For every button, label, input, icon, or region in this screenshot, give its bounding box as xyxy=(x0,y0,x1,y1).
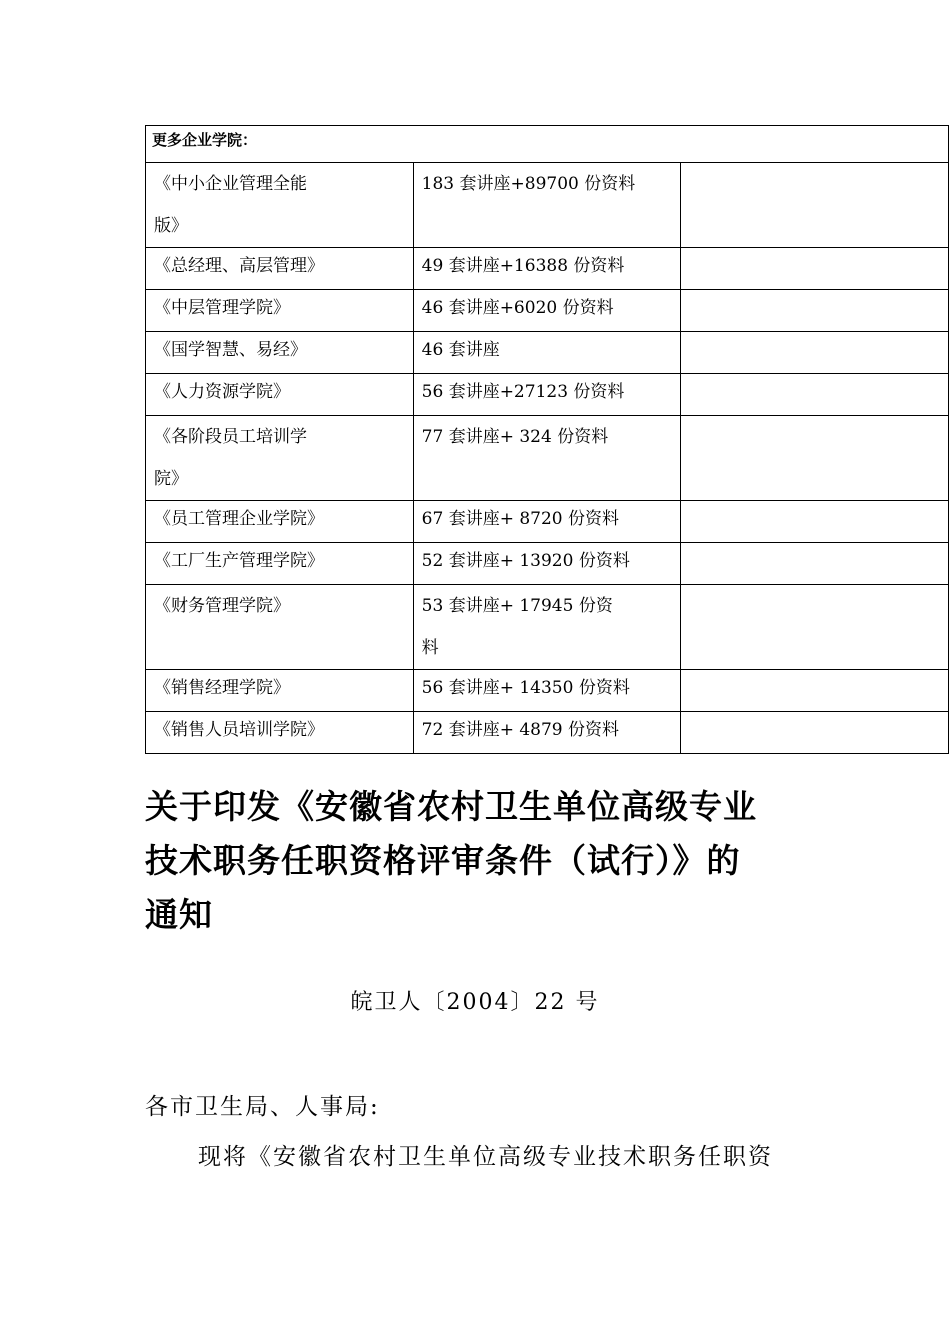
course-name: 《工厂生产管理学院》 xyxy=(146,543,414,585)
table-row xyxy=(146,543,949,585)
table-row xyxy=(146,332,949,374)
empty-cell xyxy=(681,543,949,585)
table-row xyxy=(146,163,949,248)
course-name xyxy=(146,163,414,248)
course-info-line: 77 套讲座+ 324 份资料 xyxy=(421,427,609,447)
table-row xyxy=(146,290,949,332)
course-info-line: 料 xyxy=(421,638,439,658)
document-title xyxy=(145,780,825,942)
promo-header-row xyxy=(146,126,949,163)
course-info: 56 套讲座+ 14350 份资料 xyxy=(413,670,681,712)
course-name-line: 版》 xyxy=(154,216,188,236)
empty-cell xyxy=(681,416,949,501)
title-line: 关于印发《安徽省农村卫生单位高级专业 xyxy=(145,787,757,826)
course-name xyxy=(146,416,414,501)
course-name: 《国学智慧、易经》 xyxy=(146,332,414,374)
table-row xyxy=(146,670,949,712)
course-name: 《员工管理企业学院》 xyxy=(146,501,414,543)
course-info-line: 53 套讲座+ 17945 份资 xyxy=(421,596,613,616)
course-info xyxy=(413,585,681,670)
course-info: 72 套讲座+ 4879 份资料 xyxy=(413,712,681,754)
course-name-line: 《中小企业管理全能 xyxy=(154,174,307,194)
table-row xyxy=(146,712,949,754)
course-name: 《人力资源学院》 xyxy=(146,374,414,416)
course-name: 《销售人员培训学院》 xyxy=(146,712,414,754)
empty-cell xyxy=(681,332,949,374)
course-name: 《中层管理学院》 xyxy=(146,290,414,332)
body-paragraph: 现将《安徽省农村卫生单位高级专业技术职务任职资 xyxy=(198,1144,773,1170)
empty-cell xyxy=(681,501,949,543)
promo-table xyxy=(145,125,949,754)
course-name-line: 《财务管理学院》 xyxy=(154,596,290,616)
table-row xyxy=(146,501,949,543)
course-info: 67 套讲座+ 8720 份资料 xyxy=(413,501,681,543)
document-number-text: 皖卫人〔2004〕22 号 xyxy=(350,990,600,1015)
table-row xyxy=(146,374,949,416)
empty-cell xyxy=(681,712,949,754)
promo-header: 更多企业学院： xyxy=(146,126,949,163)
empty-cell xyxy=(681,585,949,670)
course-info xyxy=(413,416,681,501)
empty-cell xyxy=(681,248,949,290)
course-info: 56 套讲座+27123 份资料 xyxy=(413,374,681,416)
title-line: 技术职务任职资格评审条件（试行）》的 xyxy=(145,841,741,880)
table-row xyxy=(146,248,949,290)
empty-cell xyxy=(681,374,949,416)
empty-cell xyxy=(681,290,949,332)
empty-cell xyxy=(681,163,949,248)
course-name: 《销售经理学院》 xyxy=(146,670,414,712)
course-info: 52 套讲座+ 13920 份资料 xyxy=(413,543,681,585)
course-name: 《总经理、高层管理》 xyxy=(146,248,414,290)
table-row xyxy=(146,585,949,670)
course-info: 46 套讲座+6020 份资料 xyxy=(413,290,681,332)
course-name xyxy=(146,585,414,670)
course-info-line: 183 套讲座+89700 份资料 xyxy=(421,174,636,194)
course-info xyxy=(413,163,681,248)
document-number xyxy=(0,985,950,1016)
addressee: 各市卫生局、人事局: xyxy=(145,1094,380,1120)
course-info: 49 套讲座+16388 份资料 xyxy=(413,248,681,290)
course-info: 46 套讲座 xyxy=(413,332,681,374)
empty-cell xyxy=(681,670,949,712)
title-line: 通知 xyxy=(145,895,213,934)
course-name-line: 院》 xyxy=(154,469,188,489)
table-row xyxy=(146,416,949,501)
course-name-line: 《各阶段员工培训学 xyxy=(154,427,307,447)
